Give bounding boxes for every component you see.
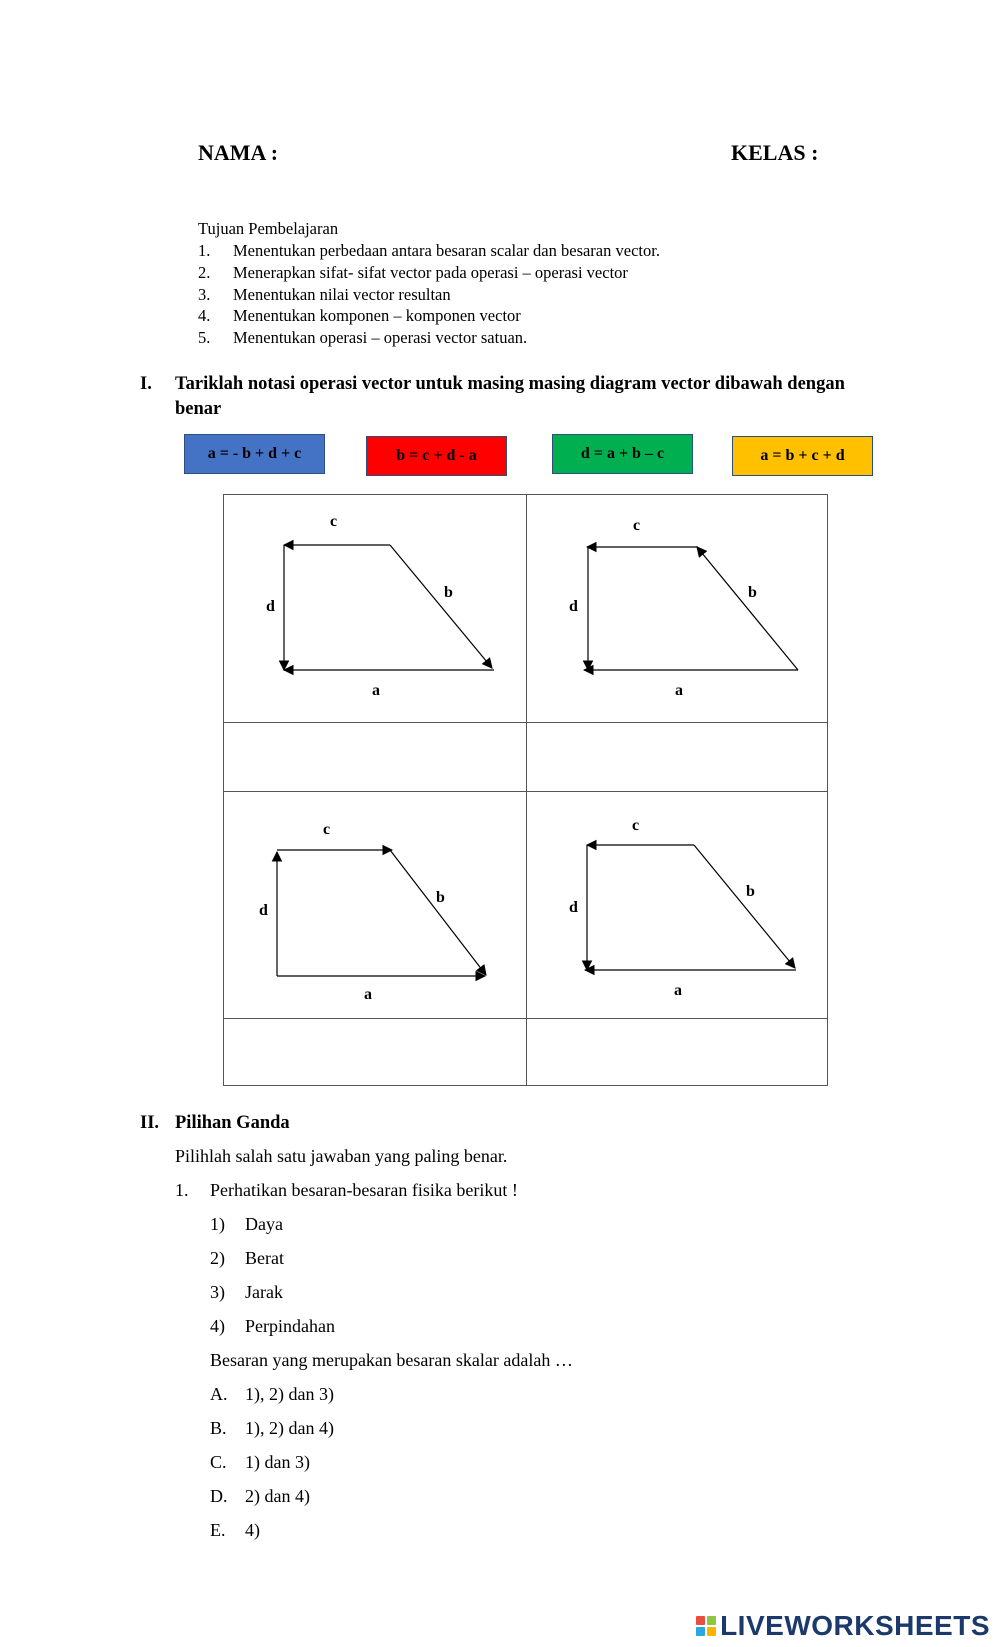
vector-diagram-1 (284, 545, 494, 670)
vector-d-label: d (569, 899, 578, 916)
question-prompt: Besaran yang merupakan besaran skalar adalah … (210, 1350, 573, 1370)
item-number: 1) (210, 1214, 225, 1234)
item-number: 2) (210, 1248, 225, 1268)
vector-a-label: a (674, 982, 682, 999)
vector-diagram-4 (585, 845, 796, 970)
section-number: I. (140, 374, 152, 394)
vector-b-label: b (746, 883, 755, 900)
kelas-label: KELAS : (731, 140, 819, 165)
item-number: 1. (198, 241, 211, 260)
option-key: C. (210, 1452, 227, 1472)
question-1 (175, 1180, 518, 1201)
item-number: 2. (198, 262, 211, 282)
option-d[interactable] (210, 1486, 310, 1507)
vector-diagram-2 (584, 547, 798, 670)
item-text: Jarak (245, 1282, 283, 1302)
vector-c-label: c (633, 517, 641, 534)
list-item (210, 1248, 284, 1269)
vector-c-label: c (632, 817, 640, 834)
answer-box-4[interactable]: a = b + c + d (732, 436, 873, 476)
vector-c-label: c (323, 821, 331, 838)
list-item (210, 1316, 335, 1337)
vector-b-label: b (444, 584, 453, 601)
question-number: 1. (175, 1180, 189, 1200)
option-c[interactable] (210, 1452, 310, 1473)
item-number: 3. (198, 284, 211, 304)
brand-name: LIVEWORKSHEETS (720, 1610, 990, 1641)
vector-c-label: c (330, 513, 338, 530)
list-item (210, 1214, 283, 1235)
list-item (210, 1282, 283, 1303)
nama-label: NAMA : (198, 140, 279, 165)
answer-box-2[interactable]: b = c + d - a (366, 436, 507, 476)
option-key: A. (210, 1384, 228, 1404)
option-text: 1), 2) dan 3) (245, 1384, 334, 1404)
item-text: Berat (245, 1248, 284, 1268)
option-text: 1), 2) dan 4) (245, 1418, 334, 1438)
objectives-title: Tujuan Pembelajaran (198, 219, 339, 238)
option-b[interactable] (210, 1418, 334, 1439)
question-text: Perhatikan besaran-besaran fisika berikut ! (210, 1180, 518, 1200)
option-a[interactable] (210, 1384, 334, 1405)
vector-a-label: a (372, 682, 380, 699)
item-number: 3) (210, 1282, 225, 1302)
vector-d-label: d (266, 598, 275, 615)
vector-b-label: b (748, 584, 757, 601)
section-number: II. (140, 1113, 160, 1133)
logo-icon (696, 1616, 716, 1636)
vector-b-label: b (436, 889, 445, 906)
section-title: Pilihan Ganda (175, 1113, 290, 1133)
answer-box-3[interactable]: d = a + b – c (552, 434, 693, 474)
item-number: 4) (210, 1316, 225, 1336)
vector-d-label: d (259, 902, 268, 919)
section-2-heading (140, 1111, 290, 1136)
vector-b-arrow (390, 545, 492, 668)
item-number: 4. (198, 306, 211, 326)
instruction-text: Pilihlah salah satu jawaban yang paling benar. (175, 1146, 508, 1166)
vector-a-label: a (675, 682, 683, 699)
section-title-line2: benar (175, 399, 222, 419)
option-key: E. (210, 1520, 226, 1540)
item-number: 5. (198, 328, 211, 348)
option-key: D. (210, 1486, 228, 1506)
item-text: Menentukan komponen – komponen vector (233, 306, 521, 326)
item-text: Menentukan nilai vector resultan (233, 284, 451, 304)
vector-diagram-3 (277, 850, 486, 976)
vector-a-label: a (364, 986, 372, 1003)
item-text: Menerapkan sifat- sifat vector pada operasi – operasi vector (233, 262, 628, 282)
option-text: 4) (245, 1520, 260, 1540)
section-title-line1: Tariklah notasi operasi vector untuk masing masing diagram vector dibawah dengan (175, 374, 845, 394)
item-text: Menentukan operasi – operasi vector satuan. (233, 328, 528, 348)
option-text: 2) dan 4) (245, 1486, 310, 1506)
vector-d-label: d (569, 598, 578, 615)
option-text: 1) dan 3) (245, 1452, 310, 1472)
answer-box-1[interactable]: a = - b + d + c (184, 434, 325, 474)
item-text: Menentukan perbedaan antara besaran scalar dan besaran vector. (233, 241, 660, 260)
liveworksheets-logo (696, 1610, 990, 1642)
option-e[interactable] (210, 1520, 260, 1541)
item-text: Perpindahan (245, 1316, 335, 1336)
item-text: Daya (245, 1214, 283, 1234)
option-key: B. (210, 1418, 227, 1438)
